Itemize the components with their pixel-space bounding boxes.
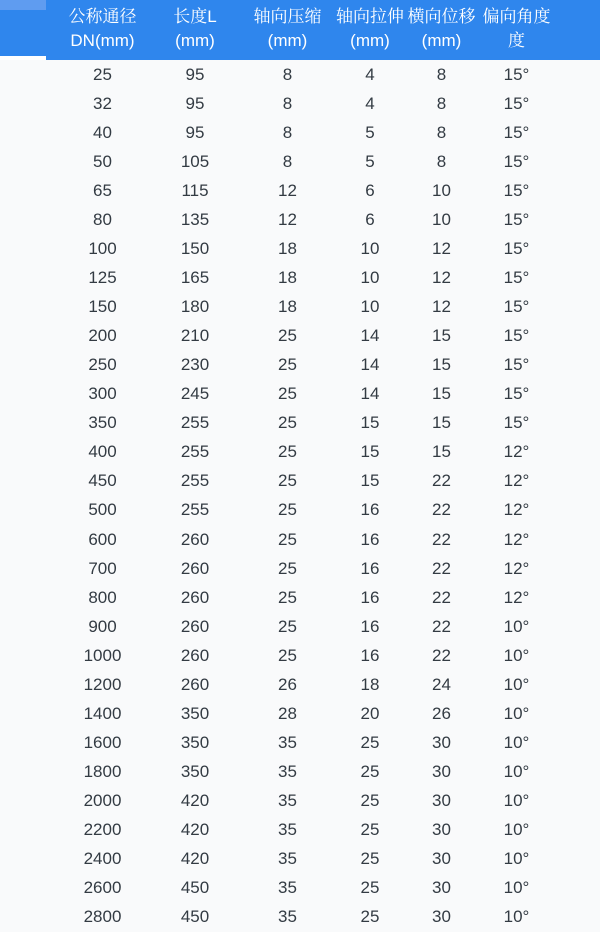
- cell-axial-extension: 20: [360, 703, 380, 723]
- col-header-axial-compression: [240, 0, 335, 60]
- cell-length: 230: [180, 355, 210, 375]
- cell-dn: 2200: [83, 820, 122, 840]
- cell-lateral-displacement: 22: [432, 529, 451, 549]
- cell-axial-compression: 25: [278, 616, 297, 636]
- col-header-deflection-angle: [478, 0, 600, 60]
- table-row: [0, 525, 600, 554]
- cell-deflection-angle: 10°: [503, 703, 530, 723]
- table-row: [0, 728, 600, 757]
- cell-axial-extension: 14: [360, 326, 380, 346]
- cell-lateral-displacement: 30: [432, 762, 451, 782]
- cell-axial-compression: 12: [278, 180, 297, 200]
- header-row: [0, 0, 600, 60]
- table-row: [0, 641, 600, 670]
- cell-axial-compression: 25: [278, 558, 297, 578]
- table-row: [0, 263, 600, 292]
- cell-deflection-angle: 15°: [503, 93, 530, 113]
- cell-axial-extension: 10: [360, 238, 380, 258]
- cell-deflection-angle: 15°: [503, 64, 530, 84]
- cell-deflection-angle: 10°: [503, 732, 530, 752]
- cell-axial-extension: 25: [360, 732, 380, 752]
- cell-length: 260: [180, 616, 210, 636]
- cell-lateral-displacement: 8: [436, 93, 447, 113]
- table-row: [0, 583, 600, 612]
- col-header-deflection-angle-line2: 度: [508, 31, 525, 50]
- cell-length: 255: [180, 471, 210, 491]
- table-row: [0, 438, 600, 467]
- cell-axial-compression: 25: [278, 326, 297, 346]
- table-row: [0, 176, 600, 205]
- cell-axial-compression: 35: [278, 762, 297, 782]
- cell-length: 255: [180, 500, 210, 520]
- cell-length: 420: [180, 820, 210, 840]
- table-row: [0, 409, 600, 438]
- cell-lateral-displacement: 22: [432, 616, 451, 636]
- cell-axial-extension: 16: [360, 529, 380, 549]
- cell-lateral-displacement: 26: [432, 703, 451, 723]
- cell-axial-extension: 25: [360, 762, 380, 782]
- table-row: [0, 380, 600, 409]
- col-header-length: [150, 0, 240, 60]
- cell-axial-extension: 16: [360, 558, 380, 578]
- cell-deflection-angle: 15°: [503, 209, 530, 229]
- cell-lateral-displacement: 10: [432, 209, 451, 229]
- cell-axial-extension: 15: [360, 413, 380, 433]
- cell-axial-extension: 25: [360, 791, 380, 811]
- cell-axial-compression: 35: [278, 820, 297, 840]
- cell-length: 95: [185, 93, 205, 113]
- table-row: [0, 234, 600, 263]
- cell-length: 260: [180, 645, 210, 665]
- cell-axial-extension: 25: [360, 878, 380, 898]
- cell-axial-extension: 10: [360, 267, 380, 287]
- cell-lateral-displacement: 24: [432, 674, 451, 694]
- cell-axial-compression: 25: [278, 442, 297, 462]
- cell-dn: 100: [88, 238, 117, 258]
- col-header-axial-compression-line2: (mm): [267, 31, 308, 50]
- col-header-axial-compression-line1: 轴向压缩: [253, 7, 322, 26]
- cell-axial-compression: 25: [278, 587, 297, 607]
- cell-lateral-displacement: 15: [432, 413, 451, 433]
- table-row: [0, 351, 600, 380]
- cell-lateral-displacement: 10: [432, 180, 451, 200]
- cell-deflection-angle: 15°: [503, 151, 530, 171]
- cell-dn: 2000: [83, 791, 122, 811]
- cell-lateral-displacement: 8: [436, 64, 447, 84]
- col-header-length-line2: (mm): [175, 31, 215, 50]
- header-corner-notch: [0, 56, 46, 60]
- cell-length: 245: [180, 384, 210, 404]
- cell-dn: 400: [88, 442, 117, 462]
- col-header-axial-extension: [335, 0, 405, 60]
- cell-axial-compression: 18: [278, 267, 297, 287]
- table-row: [0, 845, 600, 874]
- cell-lateral-displacement: 22: [432, 587, 451, 607]
- cell-axial-compression: 35: [278, 878, 297, 898]
- cell-deflection-angle: 12°: [503, 529, 530, 549]
- cell-length: 180: [180, 297, 210, 317]
- cell-axial-compression: 8: [282, 151, 293, 171]
- cell-dn: 450: [88, 471, 117, 491]
- cell-dn: 800: [88, 587, 117, 607]
- cell-lateral-displacement: 12: [432, 238, 451, 258]
- cell-dn: 250: [88, 355, 117, 375]
- cell-deflection-angle: 15°: [503, 180, 530, 200]
- col-header-dn-line2: DN(mm): [70, 31, 135, 50]
- cell-length: 350: [180, 703, 210, 723]
- cell-axial-compression: 18: [278, 297, 297, 317]
- cell-dn: 350: [88, 413, 117, 433]
- cell-axial-extension: 25: [360, 849, 380, 869]
- table-body: [0, 60, 600, 932]
- cell-axial-compression: 18: [278, 238, 297, 258]
- cell-deflection-angle: 10°: [503, 907, 530, 927]
- cell-length: 150: [180, 238, 210, 258]
- cell-axial-extension: 6: [365, 180, 375, 200]
- cell-length: 105: [180, 151, 210, 171]
- cell-dn: 600: [88, 529, 117, 549]
- table-row: [0, 612, 600, 641]
- table-row: [0, 467, 600, 496]
- table-row: [0, 60, 600, 89]
- cell-axial-extension: 16: [360, 645, 380, 665]
- col-header-lateral-displacement-line2: (mm): [421, 31, 462, 50]
- cell-length: 95: [185, 122, 205, 142]
- cell-axial-extension: 5: [365, 122, 375, 142]
- cell-axial-compression: 35: [278, 849, 297, 869]
- cell-lateral-displacement: 22: [432, 500, 451, 520]
- cell-lateral-displacement: 15: [432, 384, 451, 404]
- cell-axial-compression: 35: [278, 907, 297, 927]
- cell-axial-extension: 25: [360, 907, 380, 927]
- cell-lateral-displacement: 30: [432, 732, 451, 752]
- cell-lateral-displacement: 22: [432, 471, 451, 491]
- cell-deflection-angle: 12°: [503, 558, 530, 578]
- cell-length: 95: [185, 64, 205, 84]
- cell-axial-compression: 25: [278, 384, 297, 404]
- cell-deflection-angle: 15°: [503, 122, 530, 142]
- col-header-axial-extension-line1: 轴向拉伸: [336, 7, 404, 26]
- cell-lateral-displacement: 15: [432, 326, 451, 346]
- cell-lateral-displacement: 22: [432, 558, 451, 578]
- cell-axial-compression: 26: [278, 674, 297, 694]
- cell-dn: 500: [88, 500, 117, 520]
- col-header-axial-extension-line2: (mm): [350, 31, 390, 50]
- cell-length: 450: [180, 878, 210, 898]
- cell-dn: 1000: [83, 645, 122, 665]
- cell-deflection-angle: 15°: [503, 413, 530, 433]
- cell-dn: 50: [93, 151, 112, 171]
- cell-dn: 2800: [83, 907, 122, 927]
- cell-length: 135: [180, 209, 210, 229]
- table-row: [0, 787, 600, 816]
- cell-axial-extension: 14: [360, 355, 380, 375]
- cell-axial-compression: 25: [278, 500, 297, 520]
- cell-axial-extension: 15: [360, 442, 380, 462]
- cell-lateral-displacement: 30: [432, 820, 451, 840]
- cell-length: 115: [181, 180, 209, 200]
- cell-axial-compression: 35: [278, 732, 297, 752]
- cell-dn: 32: [93, 93, 112, 113]
- table-row: [0, 670, 600, 699]
- cell-axial-compression: 25: [278, 645, 297, 665]
- cell-axial-extension: 14: [360, 384, 380, 404]
- cell-axial-compression: 12: [278, 209, 297, 229]
- cell-lateral-displacement: 12: [432, 267, 451, 287]
- cell-lateral-displacement: 12: [432, 297, 451, 317]
- cell-deflection-angle: 10°: [503, 674, 530, 694]
- cell-axial-extension: 6: [365, 209, 375, 229]
- cell-axial-extension: 15: [360, 471, 380, 491]
- col-header-dn-line1: 公称通径: [68, 7, 137, 26]
- cell-length: 260: [180, 674, 210, 694]
- cell-deflection-angle: 15°: [503, 326, 530, 346]
- cell-axial-extension: 4: [365, 93, 375, 113]
- cell-lateral-displacement: 8: [436, 151, 447, 171]
- cell-length: 165: [180, 267, 210, 287]
- cell-deflection-angle: 12°: [503, 500, 530, 520]
- cell-dn: 1200: [83, 674, 122, 694]
- cell-dn: 150: [88, 297, 117, 317]
- cell-dn: 1600: [83, 732, 122, 752]
- cell-dn: 2400: [83, 849, 122, 869]
- table-row: [0, 554, 600, 583]
- cell-axial-extension: 16: [360, 500, 380, 520]
- cell-axial-compression: 28: [278, 703, 297, 723]
- cell-lateral-displacement: 22: [432, 645, 451, 665]
- cell-deflection-angle: 12°: [503, 442, 530, 462]
- cell-deflection-angle: 12°: [503, 471, 530, 491]
- table-row: [0, 874, 600, 903]
- col-header-length-line1: 长度L: [173, 7, 217, 26]
- cell-dn: 200: [88, 326, 117, 346]
- cell-deflection-angle: 10°: [503, 762, 530, 782]
- cell-lateral-displacement: 30: [432, 849, 451, 869]
- cell-axial-extension: 18: [360, 674, 380, 694]
- cell-axial-extension: 4: [365, 64, 375, 84]
- cell-dn: 1800: [83, 762, 122, 782]
- cell-length: 420: [180, 791, 210, 811]
- cell-axial-extension: 16: [360, 587, 380, 607]
- cell-dn: 40: [93, 122, 112, 142]
- cell-axial-compression: 25: [278, 529, 297, 549]
- cell-axial-compression: 35: [278, 791, 297, 811]
- cell-deflection-angle: 10°: [503, 849, 530, 869]
- cell-axial-compression: 25: [278, 413, 297, 433]
- cell-length: 420: [180, 849, 210, 869]
- table-row: [0, 758, 600, 787]
- cell-deflection-angle: 10°: [503, 820, 530, 840]
- cell-deflection-angle: 15°: [503, 267, 530, 287]
- cell-dn: 65: [93, 180, 112, 200]
- cell-axial-compression: 25: [278, 355, 297, 375]
- cell-deflection-angle: 10°: [503, 791, 530, 811]
- cell-axial-compression: 25: [278, 471, 297, 491]
- cell-deflection-angle: 12°: [503, 587, 530, 607]
- cell-axial-extension: 25: [360, 820, 380, 840]
- cell-dn: 2600: [83, 878, 122, 898]
- table-row: [0, 699, 600, 728]
- cell-deflection-angle: 15°: [503, 384, 530, 404]
- cell-lateral-displacement: 30: [432, 878, 451, 898]
- cell-dn: 900: [88, 616, 117, 636]
- col-header-deflection-angle-line1: 偏向角度: [482, 7, 551, 26]
- cell-deflection-angle: 15°: [503, 238, 530, 258]
- cell-length: 450: [180, 907, 210, 927]
- cell-dn: 125: [88, 267, 117, 287]
- cell-deflection-angle: 10°: [503, 645, 530, 665]
- cell-dn: 25: [93, 64, 112, 84]
- cell-lateral-displacement: 15: [432, 355, 451, 375]
- cell-length: 350: [180, 732, 210, 752]
- cell-axial-extension: 16: [360, 616, 380, 636]
- cell-lateral-displacement: 30: [432, 907, 451, 927]
- cell-length: 350: [180, 762, 210, 782]
- table-row: [0, 816, 600, 845]
- cell-dn: 700: [88, 558, 117, 578]
- cell-deflection-angle: 15°: [503, 355, 530, 375]
- table-row: [0, 293, 600, 322]
- cell-length: 255: [180, 413, 210, 433]
- table-row: [0, 205, 600, 234]
- cell-deflection-angle: 15°: [503, 297, 530, 317]
- cell-axial-compression: 8: [282, 64, 293, 84]
- col-header-lateral-displacement: [405, 0, 478, 60]
- table-row: [0, 89, 600, 118]
- table-row: [0, 322, 600, 351]
- table-row: [0, 118, 600, 147]
- cell-deflection-angle: 10°: [503, 878, 530, 898]
- cell-length: 255: [180, 442, 210, 462]
- cell-axial-extension: 10: [360, 297, 380, 317]
- cell-axial-extension: 5: [365, 151, 375, 171]
- cell-length: 260: [180, 587, 210, 607]
- cell-length: 260: [180, 558, 210, 578]
- cell-axial-compression: 8: [282, 122, 293, 142]
- cell-length: 260: [180, 529, 210, 549]
- cell-deflection-angle: 10°: [503, 616, 530, 636]
- cell-axial-compression: 8: [282, 93, 293, 113]
- cell-dn: 1400: [83, 703, 122, 723]
- cell-lateral-displacement: 30: [432, 791, 451, 811]
- cell-lateral-displacement: 8: [436, 122, 447, 142]
- col-header-lateral-displacement-line1: 横向位移: [407, 7, 476, 26]
- table-row: [0, 496, 600, 525]
- cell-dn: 80: [93, 209, 112, 229]
- table-row: [0, 903, 600, 932]
- cell-dn: 300: [88, 384, 117, 404]
- table-row: [0, 147, 600, 176]
- cell-lateral-displacement: 15: [432, 442, 451, 462]
- table-header: [0, 0, 600, 60]
- cell-length: 210: [180, 326, 210, 346]
- header-corner-highlight: [0, 0, 46, 10]
